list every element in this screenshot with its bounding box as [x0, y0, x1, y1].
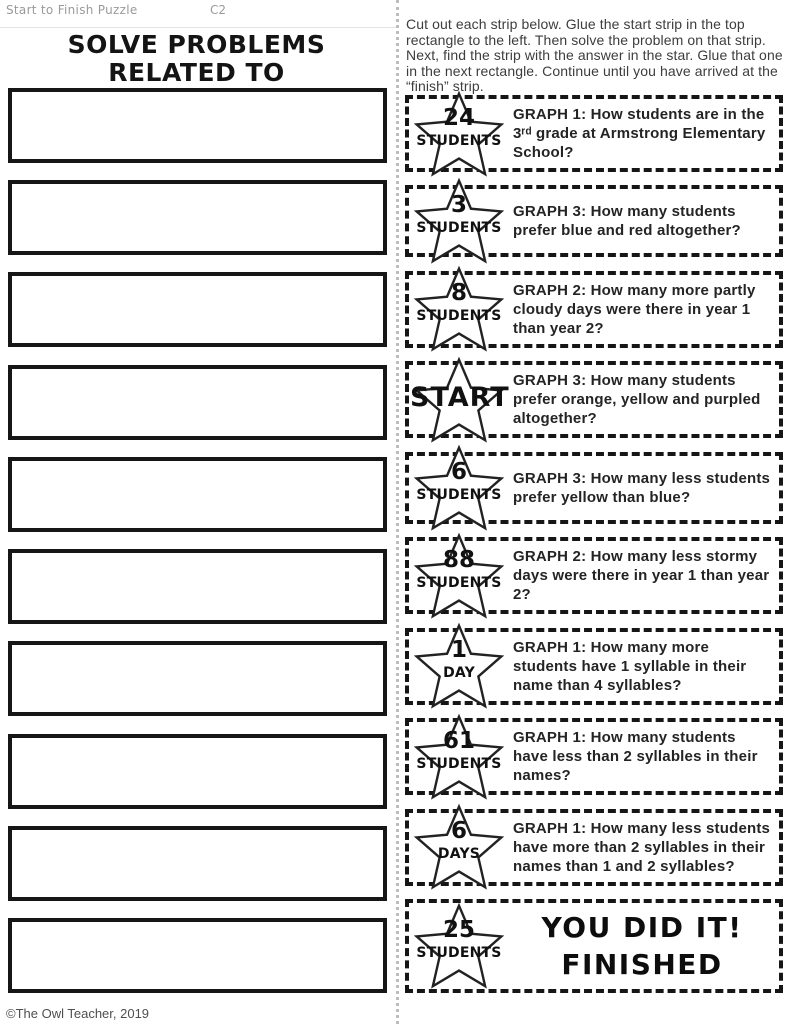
header-divider-line [0, 27, 396, 28]
answer-star-badge [410, 444, 508, 532]
star-answer-number: 8 [450, 280, 467, 307]
answer-strip [405, 452, 783, 524]
answer-strip [405, 361, 783, 438]
answer-strip [405, 185, 783, 257]
strip-question-text: GRAPH 3: How many students prefer orange, yellow and purpled altogether? [513, 372, 761, 428]
answer-star-badge [410, 803, 508, 891]
glue-box [8, 549, 387, 624]
star-answer-number: 6 [450, 818, 467, 844]
glue-box [8, 734, 387, 809]
glue-box [8, 88, 387, 163]
finish-line-2: FINISHED [561, 947, 723, 981]
finish-text [513, 909, 771, 983]
answer-strip-list [405, 95, 783, 993]
answer-strip [405, 809, 783, 886]
strip-question-text: GRAPH 2: How many less stormy days were there in year 1 than year 2? [513, 548, 770, 604]
column-divider [396, 0, 399, 1024]
answer-star-badge [410, 902, 508, 990]
glue-box [8, 457, 387, 532]
copyright: ©The Owl Teacher, 2019 [6, 1006, 150, 1021]
glue-box [8, 180, 387, 255]
answer-star-badge [410, 356, 508, 444]
star-answer-number: 6 [450, 458, 467, 485]
strip-question-text: GRAPH 1: How many less students have more than 2 syllables in their names than 1 and 2 syllables? [513, 819, 771, 875]
glue-box [8, 826, 387, 901]
star-answer-unit: STUDENTS [416, 132, 502, 149]
answer-star-badge [410, 532, 508, 620]
star-answer-number: 3 [450, 192, 467, 219]
glue-box [8, 272, 387, 347]
strip-question-text: GRAPH 1: How many students have less than 2 syllables in their names? [513, 729, 758, 785]
answer-strip [405, 537, 783, 614]
star-answer-number: 24 [442, 104, 475, 131]
glue-box [8, 641, 387, 716]
doc-code: C2 [210, 3, 227, 17]
glue-box [8, 365, 387, 440]
answer-strip [405, 718, 783, 795]
star-answer-unit: DAY [443, 665, 475, 682]
finish-strip [405, 899, 783, 993]
star-answer-number: 25 [442, 916, 475, 943]
star-answer-unit: STUDENTS [416, 944, 502, 961]
doc-type-label: Start to Finish Puzzle [6, 3, 138, 17]
answer-strip [405, 628, 783, 705]
answer-strip [405, 271, 783, 348]
instructions-text: Cut out each strip below. Glue the start strip in the top rectangle to the left. Then solve the problem on that strip. Next, find the strip with the answer in the star. Glue that one in the next rectangle. Continue until you have arrived at the “finish” strip. [406, 16, 783, 95]
star-answer-unit: STUDENTS [416, 755, 502, 772]
star-answer-number: 1 [450, 637, 467, 664]
glue-box-list [8, 88, 387, 993]
strip-question-text: GRAPH 3: How many less students prefer yellow than blue? [513, 469, 771, 506]
answer-star-badge [410, 713, 508, 801]
strip-question-text: GRAPH 3: How many students prefer blue and red altogether? [513, 203, 741, 240]
answer-star-badge [410, 90, 508, 178]
answer-strip [405, 95, 783, 172]
strip-question-text: GRAPH 1: How many more students have 1 syllable in their name than 4 syllables? [513, 638, 747, 694]
star-answer-number: 88 [442, 546, 475, 573]
answer-star-badge [410, 265, 508, 353]
star-answer-number: START [410, 381, 510, 413]
strip-question-text: GRAPH 2: How many more partly cloudy days were there in year 1 than year 2? [513, 281, 756, 337]
star-answer-unit: STUDENTS [416, 486, 502, 503]
star-answer-unit: DAYS [437, 846, 481, 862]
finish-line-1: YOU DID IT! [541, 910, 743, 944]
answer-star-badge [410, 622, 508, 710]
star-answer-unit: STUDENTS [416, 574, 502, 591]
strip-question-text: GRAPH 1: How students are in the 3ʳᵈ grade at Armstrong Elementary School? [513, 106, 766, 161]
page-title-line-1: SOLVE PROBLEMS RELATED TO [67, 30, 326, 87]
star-answer-unit: STUDENTS [416, 220, 502, 237]
answer-star-badge [410, 177, 508, 265]
glue-box [8, 918, 387, 993]
star-answer-number: 61 [442, 727, 475, 754]
star-answer-unit: STUDENTS [416, 308, 502, 325]
